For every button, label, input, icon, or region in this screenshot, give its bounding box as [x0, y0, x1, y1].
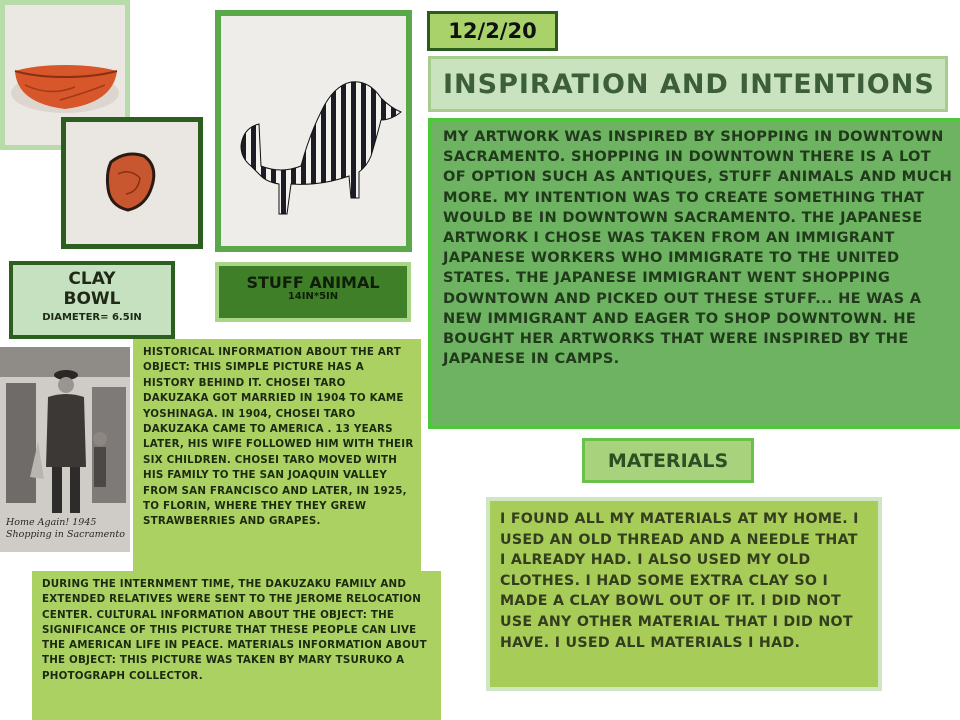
clay-bowl-title-line2: BOWL	[63, 289, 121, 309]
cultural-materials-info-text: DURING THE INTERNMENT TIME, THE DAKUZAKU FAMILY AND EXTENDED RELATIVES WERE SENT TO THE JEROME RELOCATION CENTER. CULTURAL INFORMATION ABOUT THE OBJECT: THE SIGNIFICANCE OF THIS PICTURE THAT THESE PEOPLE CAN LIVE THE AMERICAN LIFE IN PEACE. MATERIALS INFORMATION ABOUT THE OBJECT: THIS PICTURE WAS TAKEN BY MARY TSURUKO A PHOTOGRAPH COLLECTOR.	[32, 571, 441, 720]
clay-bowl-dimension: DIAMETER= 6.5IN	[42, 312, 142, 323]
historical-info-text: HISTORICAL INFORMATION ABOUT THE ART OBJECT: THIS SIMPLE PICTURE HAS A HISTORY BEHIND IT. CHOSEI TARO DAKUZAKA GOT MARRIED IN 1904 TO KAME YOSHINAGA. IN 1904, CHOSEI TARO DAKUZAKA CAME TO AMERICA . 13 YEARS LATER, HIS WIFE FOLLOWED HIM WITH THEIR SIX CHILDREN. CHOSEI TARO MOVED WITH HIS FAMILY TO THE SAN JOAQUIN VALLEY FROM SAN FRANCISCO AND LATER, IN 1925, TO FLORIN, WHERE THEY THEY GREW STRAWBERRIES AND GRAPES.	[133, 339, 421, 571]
stuff-animal-photo	[215, 10, 412, 252]
photo-caption-line2: Shopping in Sacramento	[6, 529, 125, 540]
page-title: INSPIRATION AND INTENTIONS	[428, 56, 948, 112]
stuff-animal-label	[215, 262, 411, 322]
clay-bowl-label	[9, 261, 175, 339]
clay-bowl-top-photo	[61, 117, 203, 249]
historical-photo	[0, 347, 130, 552]
inspiration-text: MY ARTWORK WAS INSPIRED BY SHOPPING IN DOWNTOWN SACRAMENTO. SHOPPING IN DOWNTOWN THERE IS A LOT OF OPTION SUCH AS ANTIQUES, STUFF ANIMALS AND MUCH MORE. MY INTENTION WAS TO CREATE SOMETHING THAT WOULD BE IN DOWNTOWN SACRAMENTO. THE JAPANESE ARTWORK I CHOSE WAS TAKEN FROM AN IMMIGRANT JAPANESE WORKERS WHO IMMIGRATE TO THE UNITED STATES. THE JAPANESE IMMIGRANT WENT SHOPPING DOWNTOWN AND PICKED OUT THESE STUFF... HE WAS A NEW IMMIGRANT AND EAGER TO SHOP DOWNTOWN. HE BOUGHT HER ARTWORKS THAT WERE INSPIRED BY THE JAPANESE IN CAMPS.	[428, 118, 960, 429]
materials-heading: MATERIALS	[582, 438, 754, 483]
stuff-animal-dimension: 14IN*5IN	[287, 291, 339, 302]
stuff-animal-image	[221, 16, 406, 246]
photo-caption-line1: Home Again! 1945	[6, 517, 97, 528]
stuff-animal-title: STUFF ANIMAL	[246, 273, 380, 292]
date-label: 12/2/20	[427, 11, 558, 51]
clay-bowl-title-line1: CLAY	[68, 269, 116, 289]
materials-text: I FOUND ALL MY MATERIALS AT MY HOME. I USED AN OLD THREAD AND A NEEDLE THAT I ALREADY HAD. I ALSO USED MY OLD CLOTHES. I HAD SOME EXTRA CLAY SO I MADE A CLAY BOWL OUT OF IT. I DID NOT USE ANY OTHER MATERIAL THAT I DID NOT HAVE. I USED ALL MATERIALS I HAD.	[486, 497, 882, 691]
clay-bowl-top-image	[66, 122, 198, 244]
photo-caption	[6, 517, 126, 541]
